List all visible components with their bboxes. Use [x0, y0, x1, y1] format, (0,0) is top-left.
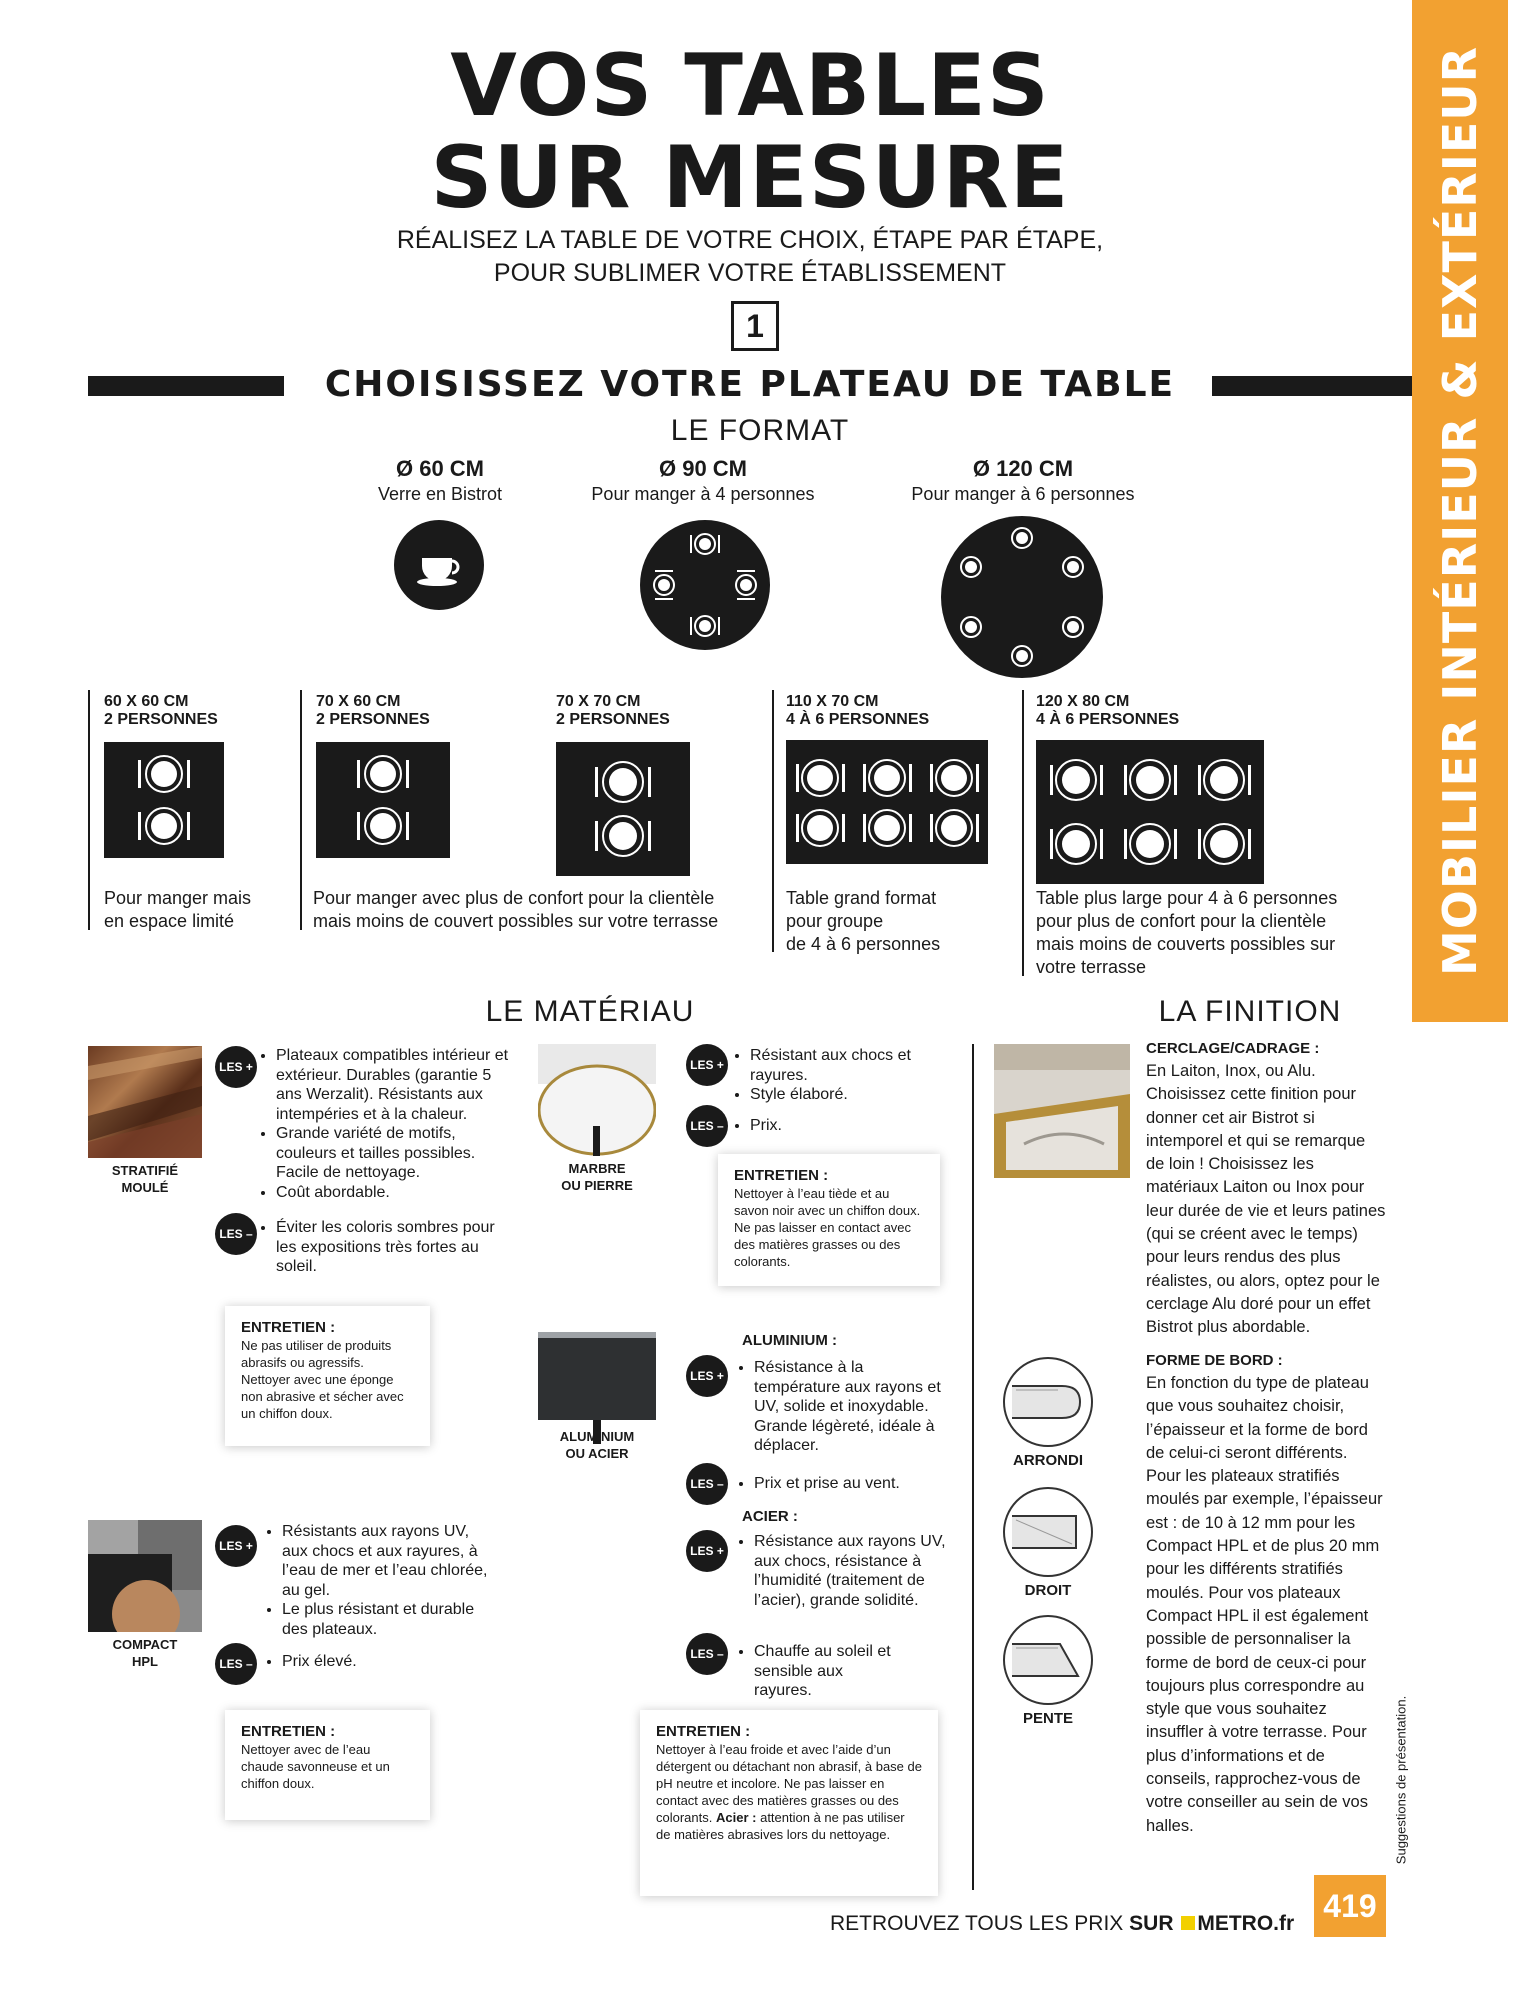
desc-line: votre terrasse [1036, 957, 1147, 977]
stratifie-sample-image [88, 1046, 202, 1158]
caption-line: MARBRE [568, 1161, 626, 1176]
square-table-2-icon [104, 742, 224, 858]
footer [830, 1910, 1300, 1938]
square-table-2-icon [316, 742, 450, 858]
round-desc-label: Pour manger à 6 personnes [911, 484, 1135, 504]
square-format-70x60 [316, 693, 430, 729]
caption-line: HPL [132, 1654, 158, 1669]
aluminium-care-card [640, 1710, 938, 1896]
acier-title: ACIER : [742, 1508, 798, 1525]
cons-item: • Chauffe au soleil et sensible aux rayures. [754, 1642, 902, 1701]
side-band-text: MOBILIER INTÉRIEUR & EXTÉRIEUR [1433, 45, 1487, 977]
round-size-label: Ø 120 CM [972, 456, 1074, 481]
marbre-sample-image [538, 1044, 656, 1156]
desc-line: en espace limité [104, 911, 235, 931]
compact-care-card [225, 1710, 430, 1820]
pros-item: • Style élaboré. [750, 1085, 938, 1105]
marbre-cons [738, 1116, 938, 1136]
finition-heading: LA FINITION [1158, 995, 1342, 1028]
desc-line: pour plus de confort pour la clientèle [1036, 911, 1327, 931]
desc-line: Table plus large pour 4 à 6 personnes [1036, 888, 1338, 908]
title-line-2: SUR MESURE [430, 128, 1070, 228]
desc-line: pour groupe [786, 911, 884, 931]
round-format-120 [873, 456, 1173, 506]
marbre-care-card [718, 1154, 940, 1286]
pros-item: • Plateaux compatibles intérieur et extérieur. Durables (garantie 5 ans Werzalit). Résistants aux intempéries et à la chaleur. [276, 1046, 510, 1124]
section-title: CHOISISSEZ VOTRE PLATEAU DE TABLE [324, 364, 1176, 405]
cons-item: • Prix élevé. [282, 1652, 498, 1672]
round-table-6-icon [941, 516, 1103, 678]
care-title: ENTRETIEN : [734, 1167, 829, 1184]
page-number: 419 [1314, 1875, 1386, 1937]
caption-line: OU ACIER [565, 1446, 629, 1461]
pros-badge: LES + [686, 1044, 728, 1086]
square-people-label: 2 PERSONNES [556, 711, 670, 728]
square-size-label: 60 X 60 CM [104, 693, 189, 710]
pros-badge: LES + [686, 1355, 728, 1397]
divider-line [300, 690, 302, 930]
square-people-label: 4 À 6 PERSONNES [1036, 711, 1180, 728]
divider-line [88, 690, 90, 930]
step-number: 1 [731, 301, 779, 351]
section-bar-right [1212, 376, 1420, 396]
acier-pros [742, 1532, 947, 1610]
pros-item: • Résistant aux chocs et rayures. [750, 1046, 938, 1085]
square-size-label: 120 X 80 CM [1036, 693, 1130, 710]
round-size-label: Ø 60 CM [395, 456, 485, 481]
aluminium-title: ALUMINIUM : [742, 1332, 837, 1349]
square-format-110x70 [786, 693, 929, 729]
bord-title: FORME DE BORD : [1146, 1352, 1283, 1369]
cons-badge: LES – [686, 1633, 728, 1675]
desc-line: Pour manger avec plus de confort pour la clientèle [313, 888, 715, 908]
aluminium-caption [538, 1428, 656, 1462]
square-table-2-icon [556, 742, 690, 876]
care-text [656, 1741, 922, 1843]
cons-item: • Prix et prise au vent. [754, 1474, 942, 1494]
care-text-main: Nettoyer à l’eau froide et avec l’aide d’un détergent ou détachant non abrasif, à base de pH neutre et incolore. Ne pas laisser en contact avec des matières grasses ou des colorants. [656, 1742, 922, 1825]
pros-item: • Grande variété de motifs, couleurs et tailles possibles. Facile de nettoyage. [276, 1124, 510, 1183]
cerclage-text: En Laiton, Inox, ou Alu. Choisissez cette finition pour donner cet air Bistrot si intemporel et qui se remarque de loin ! Choisissez les matériaux Laiton ou Inox pour leur durée de vie et leurs patines (qui se créent avec le temps) pour leurs rendus des plus réalistes, ou alors, optez pour le cerclage Alu doré pour un effet Bistrot plus abordable. [1146, 1062, 1386, 1337]
footer-text: RETROUVEZ TOUS LES PRIX [830, 1912, 1124, 1935]
stratifie-pros [264, 1046, 510, 1202]
photo-note-text: Suggestions de présentation. [1393, 1695, 1409, 1865]
cons-badge: LES – [686, 1463, 728, 1505]
caption-line: COMPACT [112, 1637, 178, 1652]
square-people-label: 2 PERSONNES [316, 711, 430, 728]
subtitle-line-1: RÉALISEZ LA TABLE DE VOTRE CHOIX, ÉTAPE PAR ÉTAPE, [396, 226, 1104, 254]
edge-label-pente: PENTE [1022, 1710, 1073, 1727]
square-desc-1 [104, 887, 251, 933]
bord-block [1146, 1350, 1386, 1838]
footer-brand-link[interactable]: METRO.fr [1197, 1912, 1295, 1935]
round-format-60 [290, 456, 590, 506]
bord-text: En fonction du type de plateau que vous souhaitez choisir, l’épaisseur et la forme de bord de celui-ci seront différents. Pour les plateaux stratifiés moulés par exemple, l’épaisseur est : de 10 à 12 mm pour les Compact HPL et de plus 20 mm pour les différents stratifiés moulés. Pour vos plateaux Compact HPL il est également possible de personnaliser la forme de bord de ceux-ci pour toujours plus correspondre au style que vous souhaitez insuffler à votre terrasse. Pour plus d’informations et de conseils, rapprochez-vous de votre conseiller au sein de vos halles. [1146, 1374, 1383, 1835]
square-desc-3 [786, 887, 940, 956]
care-acier-text: attention à ne pas utiliser de matières abrasives lors du nettoyage. [656, 1810, 905, 1842]
section-bar-left [88, 376, 284, 396]
divider-line [1022, 690, 1024, 976]
cons-badge: LES – [686, 1105, 728, 1147]
materiau-heading: LE MATÉRIAU [485, 995, 695, 1028]
cerclage-title: CERCLAGE/CADRAGE : [1146, 1040, 1320, 1057]
desc-line: mais moins de couverts possibles sur [1036, 934, 1336, 954]
stratifie-caption [88, 1162, 202, 1196]
rect-table-6-icon [786, 740, 988, 864]
square-format-70x70 [556, 693, 670, 729]
desc-line: Table grand format [786, 888, 937, 908]
care-title: ENTRETIEN : [241, 1723, 336, 1740]
round-format-90 [553, 456, 853, 506]
caption-line: MOULÉ [121, 1180, 169, 1195]
cup-icon [394, 520, 484, 610]
square-format-120x80 [1036, 693, 1179, 729]
square-format-60x60 [104, 693, 218, 729]
page-subtitle [0, 224, 1500, 290]
stratifie-care-card [225, 1306, 430, 1446]
subtitle-line-2: POUR SUBLIMER VOTRE ÉTABLISSEMENT [493, 259, 1007, 287]
care-text: Nettoyer avec de l’eau chaude savonneuse et un chiffon doux. [241, 1742, 390, 1791]
desc-line: mais moins de couvert possibles sur votre terrasse [313, 911, 719, 931]
round-desc-label: Verre en Bistrot [377, 484, 503, 504]
caption-line: STRATIFIÉ [111, 1163, 179, 1178]
compact-pros [270, 1522, 498, 1639]
square-size-label: 110 X 70 CM [786, 693, 879, 710]
footer-sur: SUR [1129, 1912, 1174, 1935]
stratifie-cons [264, 1218, 510, 1277]
side-band-label [1412, 0, 1508, 1022]
round-desc-label: Pour manger à 4 personnes [591, 484, 815, 504]
divider-line [972, 1044, 974, 1890]
format-heading: LE FORMAT [670, 414, 850, 447]
pros-badge: LES + [215, 1046, 257, 1088]
pros-item: • Coût abordable. [276, 1183, 510, 1203]
round-table-4-icon [640, 520, 770, 650]
compact-cons [270, 1652, 498, 1672]
care-title: ENTRETIEN : [656, 1723, 751, 1740]
caption-line: ALUMINIUM [559, 1429, 635, 1444]
cons-badge: LES – [215, 1643, 257, 1685]
square-desc-4 [1036, 887, 1337, 979]
cons-item: • Prix. [750, 1116, 938, 1136]
care-text: Nettoyer à l’eau tiède et au savon noir avec un chiffon doux. Ne pas laisser en contact avec des matières grasses ou des colorants. [734, 1186, 921, 1269]
rect-table-6-icon [1036, 740, 1264, 884]
marbre-caption [538, 1160, 656, 1194]
edge-label-arrondi: ARRONDI [1013, 1452, 1083, 1469]
caption-line: OU PIERRE [561, 1178, 633, 1193]
pros-item: • Résistance à la température aux rayons et UV, solide et inoxydable. Grande légèreté, idéale à déplacer. [754, 1358, 942, 1456]
care-text: Ne pas utiliser de produits abrasifs ou agressifs. Nettoyer avec une éponge non abrasive et sécher avec un chiffon doux. [241, 1338, 404, 1421]
compact-caption [88, 1636, 202, 1670]
edge-pente-icon [1002, 1614, 1094, 1706]
pros-item: • Résistance aux rayons UV, aux chocs, résistance à l’humidité (traitement de l’acier), grande solidité. [754, 1532, 947, 1610]
photo-note [1386, 1660, 1416, 1900]
pros-item: • Le plus résistant et durable des plateaux. [282, 1600, 498, 1639]
metro-logo-icon [1181, 1916, 1195, 1930]
pros-badge: LES + [215, 1525, 257, 1567]
square-size-label: 70 X 60 CM [316, 693, 401, 710]
compact-hpl-sample-image [88, 1520, 202, 1632]
square-desc-2 [313, 887, 718, 933]
cerclage-block [1146, 1038, 1386, 1340]
edge-droit-icon [1002, 1486, 1094, 1578]
pros-badge: LES + [686, 1530, 728, 1572]
square-size-label: 70 X 70 CM [556, 693, 641, 710]
title-line-1: VOS TABLES [450, 36, 1050, 136]
edge-label-droit: DROIT [1024, 1582, 1072, 1599]
cons-badge: LES – [215, 1213, 257, 1255]
round-size-label: Ø 90 CM [658, 456, 748, 481]
desc-line: Pour manger mais [104, 888, 252, 908]
pros-item: • Résistants aux rayons UV, aux chocs et aux rayures, à l’eau de mer et l’eau chlorée, au gel. [282, 1522, 498, 1600]
square-people-label: 2 PERSONNES [104, 711, 218, 728]
divider-line [772, 690, 774, 952]
desc-line: de 4 à 6 personnes [786, 934, 941, 954]
page-title [0, 36, 1500, 228]
care-title: ENTRETIEN : [241, 1319, 336, 1336]
care-acier-label: Acier : [716, 1810, 757, 1825]
square-people-label: 4 À 6 PERSONNES [786, 711, 930, 728]
edge-arrondi-icon [1002, 1356, 1094, 1448]
aluminium-pros [742, 1358, 942, 1456]
acier-cons [742, 1642, 902, 1701]
aluminium-cons [742, 1474, 942, 1494]
cons-item: • Éviter les coloris sombres pour les expositions très fortes au soleil. [276, 1218, 510, 1277]
marbre-pros [738, 1046, 938, 1105]
cerclage-sample-image [994, 1044, 1130, 1178]
